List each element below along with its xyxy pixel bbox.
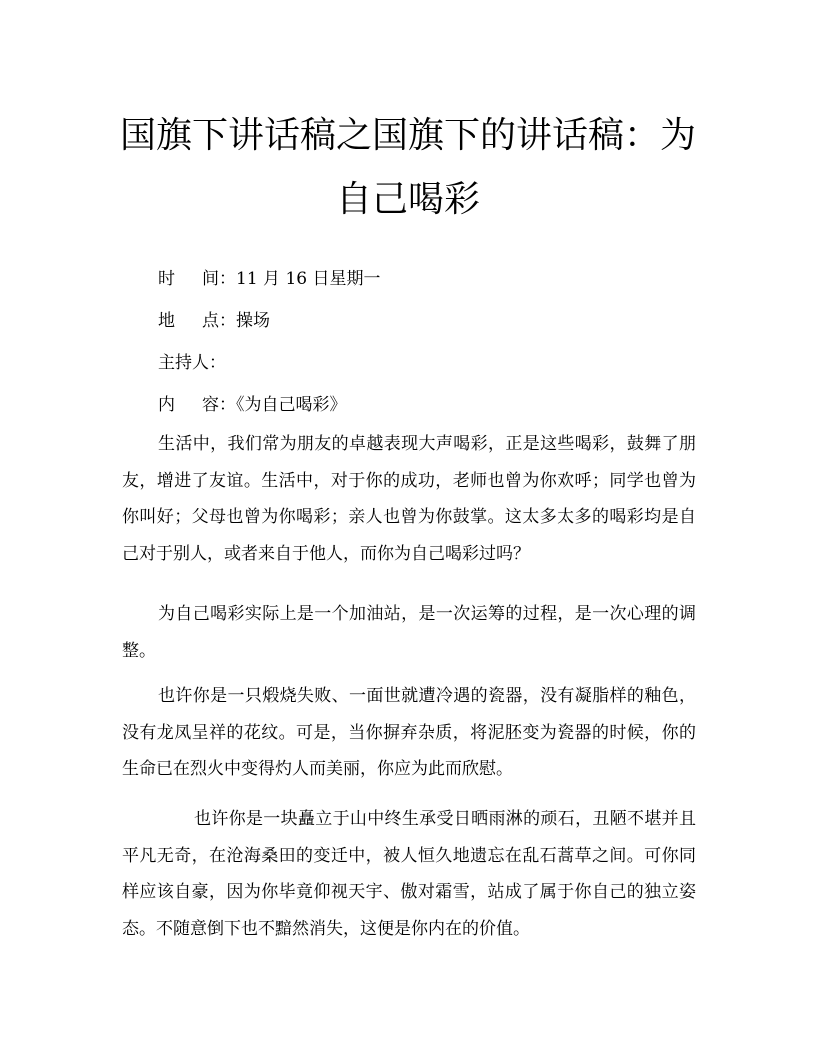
- meta-content: [158, 394, 347, 416]
- meta-content-value: 《为自己喝彩》: [236, 395, 347, 415]
- paragraph-2: 为自己喝彩实际上是一个加油站，是一次运筹的过程，是一次心理的调整。: [122, 604, 696, 661]
- meta-location-value: 操场: [236, 311, 270, 331]
- meta-time: [158, 268, 380, 290]
- meta-location-label-first: 地: [158, 311, 175, 331]
- paragraph-3: 也许你是一只煅烧失败、一面世就遭冷遇的瓷器，没有凝脂样的釉色，没有龙凤呈祥的花纹。可是，当你摒弃杂质，将泥胚变为瓷器的时候，你的生命已在烈火中变得灼人而美丽，你应为此而欣慰。: [122, 686, 696, 779]
- meta-location-label-last: 点：: [202, 311, 236, 331]
- paragraph-4: 也许你是一块矗立于山中终生承受日晒雨淋的顽石，丑陋不堪并且平凡无奇，在沧海桑田的变迁中，被人恒久地遗忘在乱石蒿草之间。可你同样应该自豪，因为你毕竟仰视天宇、傲对霜雪，站成了属于你自己的独立姿态。不随意倒下也不黯然消失，这便是你内在的价值。: [122, 809, 696, 939]
- meta-location: [158, 310, 270, 332]
- meta-time-label-first: 时: [158, 269, 175, 289]
- meta-time-label-last: 间：: [202, 269, 236, 289]
- meta-content-label-last: 容：: [202, 395, 236, 415]
- paragraph-1: 生活中，我们常为朋友的卓越表现大声喝彩，正是这些喝彩，鼓舞了朋友，增进了友谊。生活中，对于你的成功，老师也曾为你欢呼；同学也曾为你叫好；父母也曾为你喝彩；亲人也曾为你鼓掌。这太多太多的喝彩均是自己对于别人，或者来自于他人，而你为自己喝彩过吗？: [122, 434, 696, 564]
- meta-time-value: 11 月 16 日星期一: [236, 269, 381, 289]
- meta-host-label: 主持人：: [158, 353, 226, 373]
- meta-content-label-first: 内: [158, 395, 175, 415]
- document-title: 国旗下讲话稿之国旗下的讲话稿：为自己喝彩: [119, 115, 696, 220]
- meta-host: [158, 352, 226, 374]
